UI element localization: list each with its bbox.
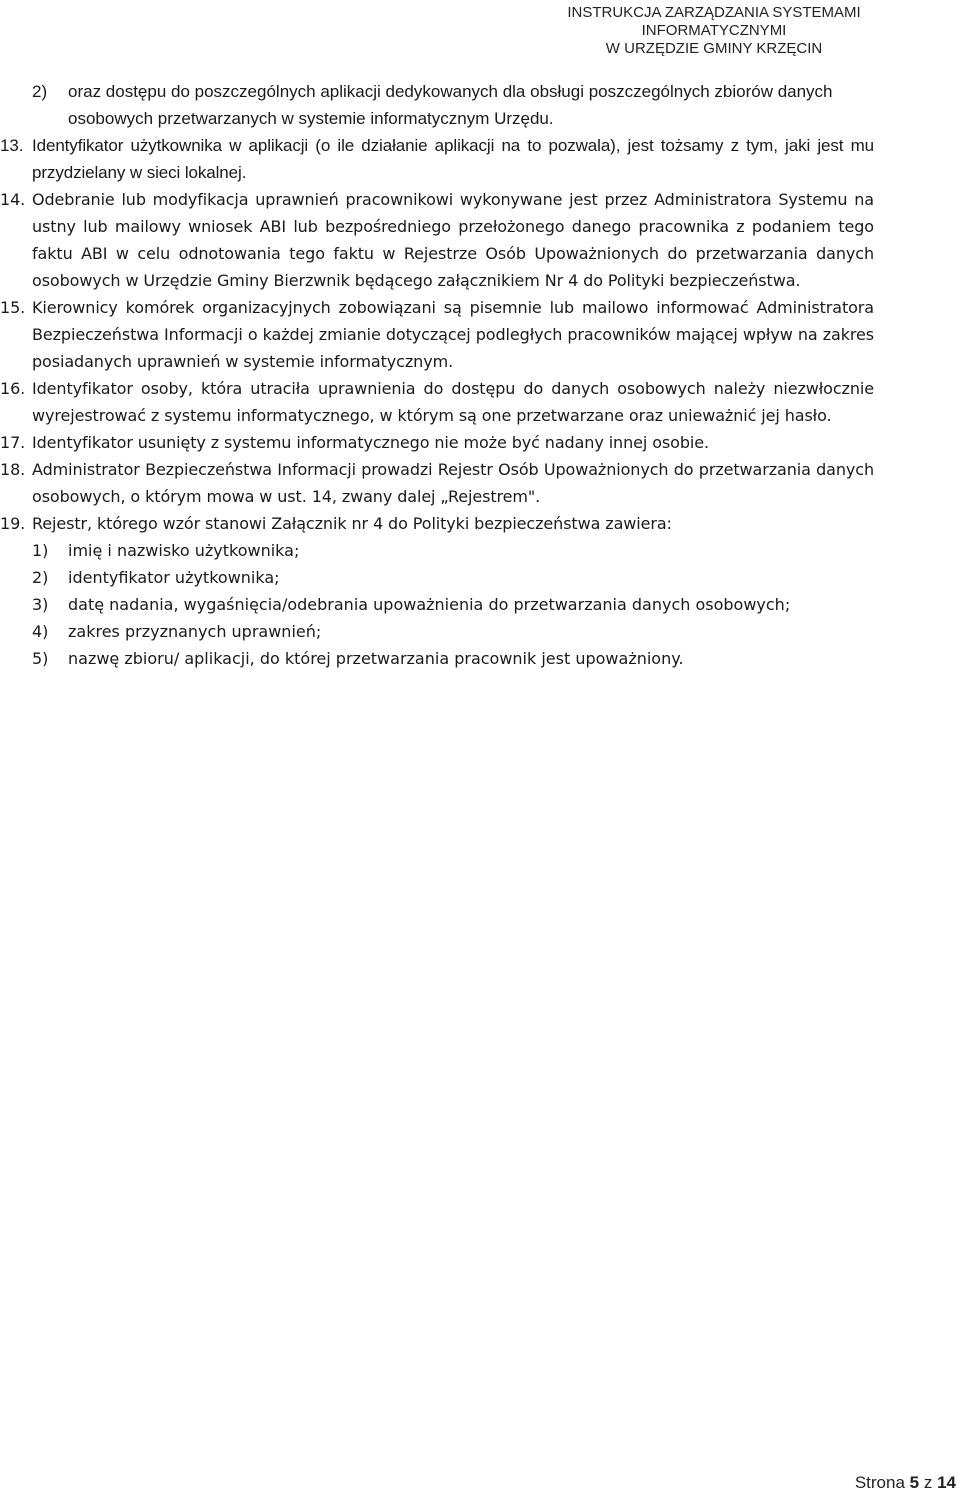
paragraph-text: Rejestr, którego wzór stanowi Załącznik nr 4 do Polityki bezpieczeństwa zawiera:: [32, 514, 672, 533]
document-body: [0, 78, 960, 672]
footer-separator: z: [923, 1473, 933, 1492]
header-line-1: INSTRUKCJA ZARZĄDZANIA SYSTEMAMI: [567, 4, 861, 21]
paragraph-18: [0, 456, 960, 510]
list-item: [0, 591, 960, 618]
document-header: [554, 4, 874, 58]
total-pages-number: 14: [937, 1473, 956, 1492]
list-number: 4): [32, 622, 49, 641]
paragraph-14: [0, 186, 960, 294]
current-page-number: 5: [909, 1473, 920, 1492]
list-number: 2): [32, 82, 48, 101]
paragraph-text: Identyfikator użytkownika w aplikacji (o ile działanie aplikacji na to pozwala), jest tożsamy z tym, jaki jest mu przydzielany w sieci lokalnej.: [32, 136, 874, 182]
list-text: imię i nazwisko użytkownika;: [68, 541, 300, 560]
list-number: 1): [32, 541, 49, 560]
paragraph-text: Administrator Bezpieczeństwa Informacji prowadzi Rejestr Osób Upoważnionych do przetwarzania danych osobowych, o którym mowa w ust. 14, zwany dalej „Rejestrem".: [32, 460, 874, 506]
list-text: zakres przyznanych uprawnień;: [68, 622, 322, 641]
paragraph-17: [0, 429, 960, 456]
list-number: 5): [32, 649, 49, 668]
paragraph-15: [0, 294, 960, 375]
paragraph-text: Identyfikator osoby, która utraciła uprawnienia do dostępu do danych osobowych należy niezwłocznie wyrejestrować z systemu informatycznego, w którym są one przetwarzane oraz unieważnić jej hasło.: [32, 379, 874, 425]
paragraph-text: Identyfikator usunięty z systemu informatycznego nie może być nadany innej osobie.: [32, 433, 709, 452]
paragraph-text: Odebranie lub modyfikacja uprawnień pracownikowi wykonywane jest przez Administratora Systemu na ustny lub mailowy wniosek ABI lub bezpośredniego przełożonego danego pracownika z podaniem tego faktu ABI w celu odnotowania tego faktu w Rejestrze Osób Upoważnionych do przetwarzania danych osobowych w Urzędzie Gminy Bierzwnik będącego załącznikiem Nr 4 do Polityki bezpieczeństwa.: [32, 190, 874, 290]
page-number-footer: [855, 1473, 956, 1493]
list-item: [0, 537, 960, 564]
paragraph-number: 16.: [0, 379, 26, 398]
list-item: [0, 645, 960, 672]
list-item: [0, 78, 960, 132]
paragraph-number: 13.: [0, 136, 24, 155]
header-line-2: INFORMATYCZNYMI: [641, 22, 787, 39]
footer-prefix: Strona: [854, 1473, 905, 1492]
paragraph-19: [0, 510, 960, 537]
list-number: 3): [32, 595, 49, 614]
list-text: nazwę zbioru/ aplikacji, do której przetwarzania pracownik jest upoważniony.: [68, 649, 684, 668]
paragraph-number: 18.: [0, 460, 26, 479]
header-line-3: W URZĘDZIE GMINY KRZĘCIN: [605, 40, 823, 57]
list-number: 2): [32, 568, 49, 587]
list-item: [0, 618, 960, 645]
paragraph-16: [0, 375, 960, 429]
list-text: oraz dostępu do poszczególnych aplikacji dedykowanych dla obsługi poszczególnych zbiorów danych osobowych przetwarzanych w systemie informatycznym Urzędu.: [68, 82, 833, 128]
paragraph-number: 14.: [0, 190, 26, 209]
paragraph-number: 15.: [0, 298, 26, 317]
list-text: identyfikator użytkownika;: [68, 568, 280, 587]
paragraph-number: 17.: [0, 433, 26, 452]
paragraph-number: 19.: [0, 514, 26, 533]
list-item: [0, 564, 960, 591]
paragraph-13: [0, 132, 960, 186]
list-text: datę nadania, wygaśnięcia/odebrania upoważnienia do przetwarzania danych osobowych;: [68, 595, 791, 614]
paragraph-text: Kierownicy komórek organizacyjnych zobowiązani są pisemnie lub mailowo informować Administratora Bezpieczeństwa Informacji o każdej zmianie dotyczącej podległych pracowników mającej wpływ na zakres posiadanych uprawnień w systemie informatycznym.: [32, 298, 874, 371]
